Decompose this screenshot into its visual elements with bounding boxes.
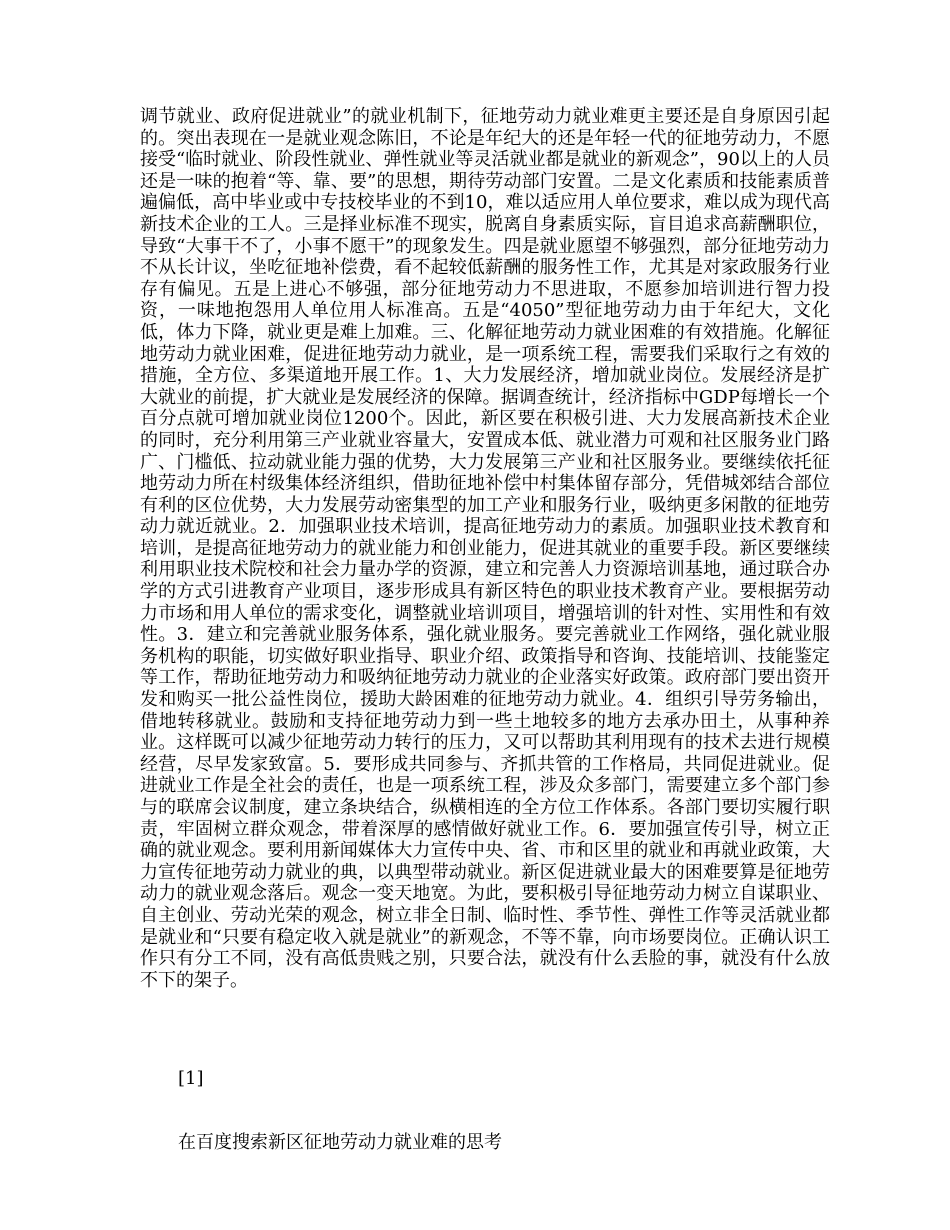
body-paragraph: 调节就业、政府促进就业”的就业机制下，征地劳动力就业难更主要还是自身原因引起的。突出表现在一是就业观念陈旧，不论是年纪大的还是年轻一代的征地劳动力，不愿接受“临时就业、阶段性就业、弹性就业等灵活就业都是就业的新观念”，90以上的人员还是一味的抱着“等、靠、要”的思想，期待劳动部门安置。二是文化素质和技能素质普遍偏低，高中毕业或中专技校毕业的不到10，难以适应用人单位要求，难以成为现代高新技术企业的工人。三是择业标准不现实，脱离自身素质实际，盲目追求高薪酬职位，导致“大事干不了，小事不愿干”的现象发生。四是就业愿望不够强烈，部分征地劳动力不从长计议，坐吃征地补偿费，看不起较低薪酬的服务性工作，尤其是对家政服务行业存有偏见。五是上进心不够强，部分征地劳动力不思进取，不愿参加培训进行智力投资，一味地抱怨用人单位用人标准高。五是“4050”型征地劳动力由于年纪大，文化低，体力下降，就业更是难上加难。三、化解征地劳动力就业困难的有效措施。化解征地劳动力就业困难，促进征地劳动力就业，是一项系统工程，需要我们采取行之有效的措施，全方位、多渠道地开展工作。1、大力发展经济，增加就业岗位。发展经济是扩大就业的前提，扩大就业是发展经济的保障。据调查统计，经济指标中GDP每增长一个百分点就可增加就业岗位1200个。因此，新区要在积极引进、大力发展高新技术企业的同时，充分利用第三产业就业容量大，安置成本低、就业潜力可观和社区服务业门路广、门槛低、拉动就业能力强的优势，大力发展第三产业和社区服务业。要继续依托征地劳动力所在村级集体经济组织，借助征地补偿中村集体留存部分，凭借城郊结合部位有利的区位优势，大力发展劳动密集型的加工产业和服务行业，吸纳更多闲散的征地劳动力就近就业。2．加强职业技术培训，提高征地劳动力的素质。加强职业技术教育和培训，是提高征地劳动力的就业能力和创业能力，促进其就业的重要手段。新区要继续利用职业技术院校和社会力量办学的资源，建立和完善人力资源培训基地，通过联合办学的方式引进教育产业项目，逐步形成具有新区特色的职业技术教育产业。要根据劳动力市场和用人单位的需求变化，调整就业培训项目，增强培训的针对性、实用性和有效性。3．建立和完善就业服务体系，强化就业服务。要完善就业工作网络，强化就业服务机构的职能，切实做好职业指导、职业介绍、政策指导和咨询、技能培训、技能鉴定等工作，帮助征地劳动力和吸纳征地劳动力就业的企业落实好政策。政府部门要出资开发和购买一批公益性岗位，援助大龄困难的征地劳动力就业。4．组织引导劳务输出，借地转移就业。鼓励和支持征地劳动力到一些土地较多的地方去承办田土，从事种养业。这样既可以减少征地劳动力转行的压力，又可以帮助其利用现有的技术去进行规模经营，尽早发家致富。5．要形成共同参与、齐抓共管的工作格局，共同促进就业。促进就业工作是全社会的责任，也是一项系统工程，涉及众多部门，需要建立多个部门参与的联席会议制度，建立条块结合，纵横相连的全方位工作体系。各部门要切实履行职责，牢固树立群众观念，带着深厚的感情做好就业工作。6．要加强宣传引导，树立正确的就业观念。要利用新闻媒体大力宣传中央、省、市和区里的就业和再就业政策，大力宣传征地劳动力就业的典，以典型带动就业。新区促进就业最大的困难要算是征地劳动力的就业观念落后。观念一变天地宽。为此，要积极引导征地劳动力树立自谋职业、自主创业、劳动光荣的观念，树立非全日制、临时性、季节性、弹性工作等灵活就业都是就业和“只要有稳定收入就是就业”的新观念，不等不靠，向市场要岗位。正确认识工作只有分工不同，没有高低贵贱之别，只要合法，就没有什么丢脸的事，就没有什么放不下的架子。 <box>140 106 830 991</box>
search-suggestion-line: 在百度搜索新区征地劳动力就业难的思考 <box>178 1132 502 1153</box>
footnote-marker: [1] <box>178 1068 204 1089</box>
